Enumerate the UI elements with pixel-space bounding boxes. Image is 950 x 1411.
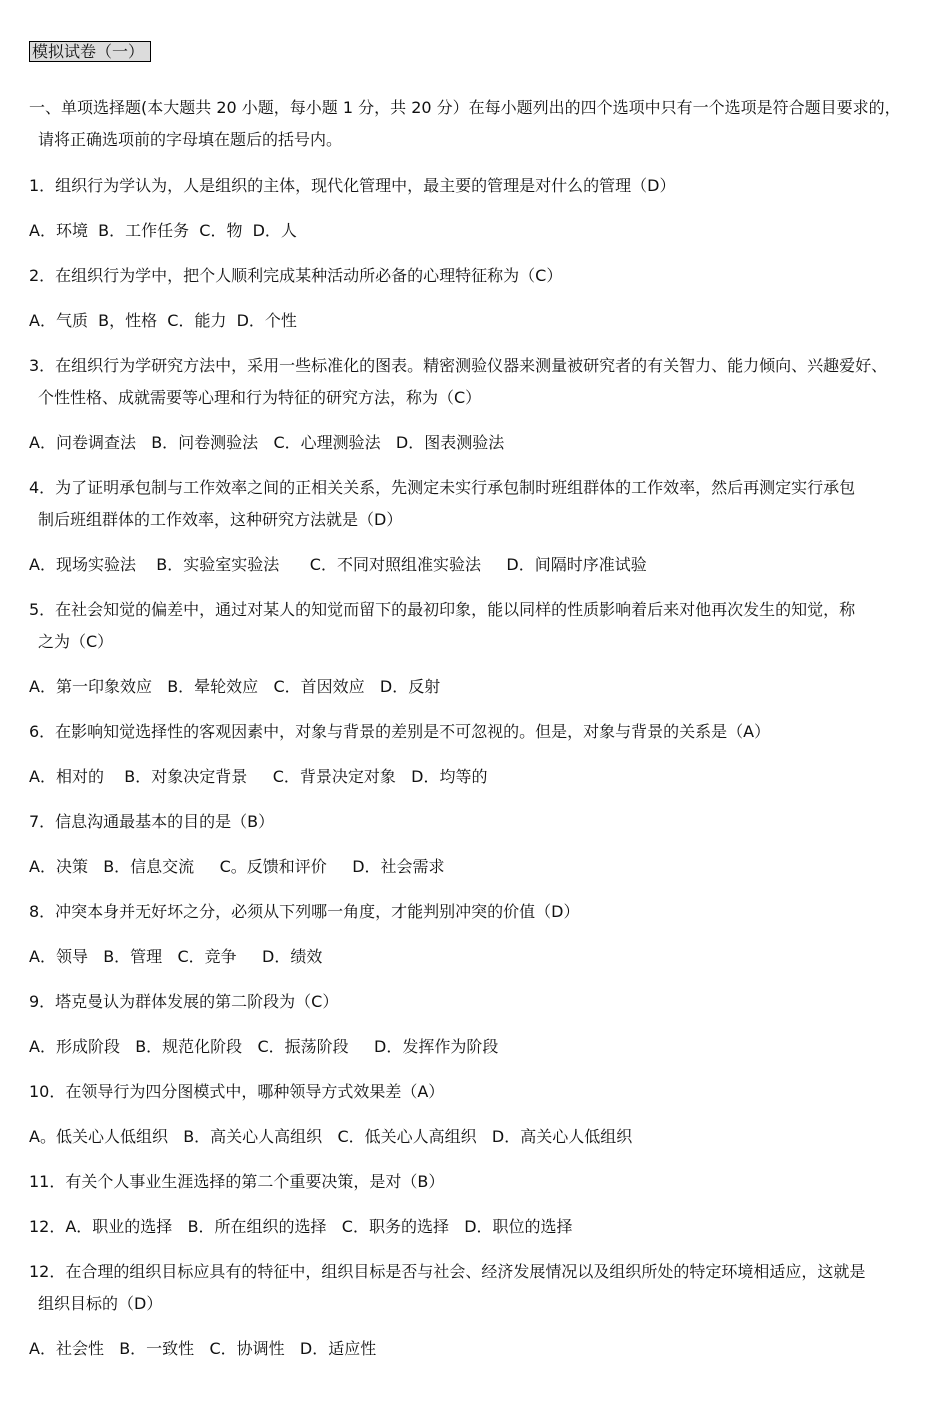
question-12-line1: 12．在合理的组织目标应具有的特征中，组织目标是否与社会、经济发展情况以及组织所处的特定环境相适应，这就是: [29, 1262, 866, 1281]
options-12: A．社会性 B．一致性 C．协调性 D．适应性: [29, 1339, 377, 1358]
question-9: 9．塔克曼认为群体发展的第二阶段为（C）: [29, 992, 339, 1011]
question-3-line1: 3．在组织行为学研究方法中，采用一些标准化的图表。精密测验仪器来测量被研究者的有关智力、能力倾向、兴趣爱好、: [29, 356, 888, 375]
question-8: 8．冲突本身并无好坏之分，必须从下列哪一角度，才能判别冲突的价值（D）: [29, 902, 580, 921]
options-2: A．气质 B，性格 C．能力 D．个性: [29, 311, 297, 330]
question-4-line2: 制后班组群体的工作效率，这种研究方法就是（D）: [38, 510, 403, 529]
question-5-line1: 5．在社会知觉的偏差中，通过对某人的知觉而留下的最初印象，能以同样的性质影响着后来对他再次发生的知觉，称: [29, 600, 856, 619]
question-6: 6．在影响知觉选择性的客观因素中，对象与背景的差别是不可忽视的。但是，对象与背景的关系是（A）: [29, 722, 771, 741]
question-1: 1．组织行为学认为，人是组织的主体，现代化管理中，最主要的管理是对什么的管理（D）: [29, 176, 676, 195]
options-11: 12．A．职业的选择 B．所在组织的选择 C．职务的选择 D．职位的选择: [29, 1217, 573, 1236]
options-4: A．现场实验法 B．实验室实验法 C．不同对照组准实验法 D．间隔时序准试验: [29, 555, 647, 574]
question-4-line1: 4．为了证明承包制与工作效率之间的正相关关系，先测定未实行承包制时班组群体的工作效率，然后再测定实行承包: [29, 478, 856, 497]
options-6: A．相对的 B．对象决定背景 C．背景决定对象 D．均等的: [29, 767, 488, 786]
section-heading-line2: 请将正确选项前的字母填在题后的括号内。: [38, 130, 343, 149]
options-9: A．形成阶段 B．规范化阶段 C．振荡阶段 D．发挥作为阶段: [29, 1037, 499, 1056]
options-10: A。低关心人低组织 B．高关心人高组织 C．低关心人高组织 D．高关心人低组织: [29, 1127, 633, 1146]
question-12-line2: 组织目标的（D）: [38, 1294, 163, 1313]
options-5: A．第一印象效应 B．晕轮效应 C．首因效应 D．反射: [29, 677, 441, 696]
options-3: A．问卷调查法 B．问卷测验法 C．心理测验法 D．图表测验法: [29, 433, 505, 452]
question-2: 2．在组织行为学中，把个人顺利完成某种活动所必备的心理特征称为（C）: [29, 266, 563, 285]
question-3-line2: 个性性格、成就需要等心理和行为特征的研究方法，称为（C）: [38, 388, 482, 407]
exam-title: 模拟试卷（一）: [29, 41, 151, 62]
options-1: A．环境 B．工作任务 C．物 D．人: [29, 221, 297, 240]
question-5-line2: 之为（C）: [38, 632, 114, 651]
question-10: 10．在领导行为四分图模式中，哪种领导方式效果差（A）: [29, 1082, 445, 1101]
options-8: A．领导 B．管理 C．竞争 D．绩效: [29, 947, 323, 966]
question-11: 11．有关个人事业生涯选择的第二个重要决策，是对（B）: [29, 1172, 445, 1191]
section-heading-line1: 一、单项选择题(本大题共 20 小题，每小题 1 分，共 20 分）在每小题列出的四个选项中只有一个选项是符合题目要求的，: [29, 98, 901, 117]
options-7: A．决策 B．信息交流 C。反馈和评价 D．社会需求: [29, 857, 445, 876]
question-7: 7．信息沟通最基本的目的是（B）: [29, 812, 275, 831]
